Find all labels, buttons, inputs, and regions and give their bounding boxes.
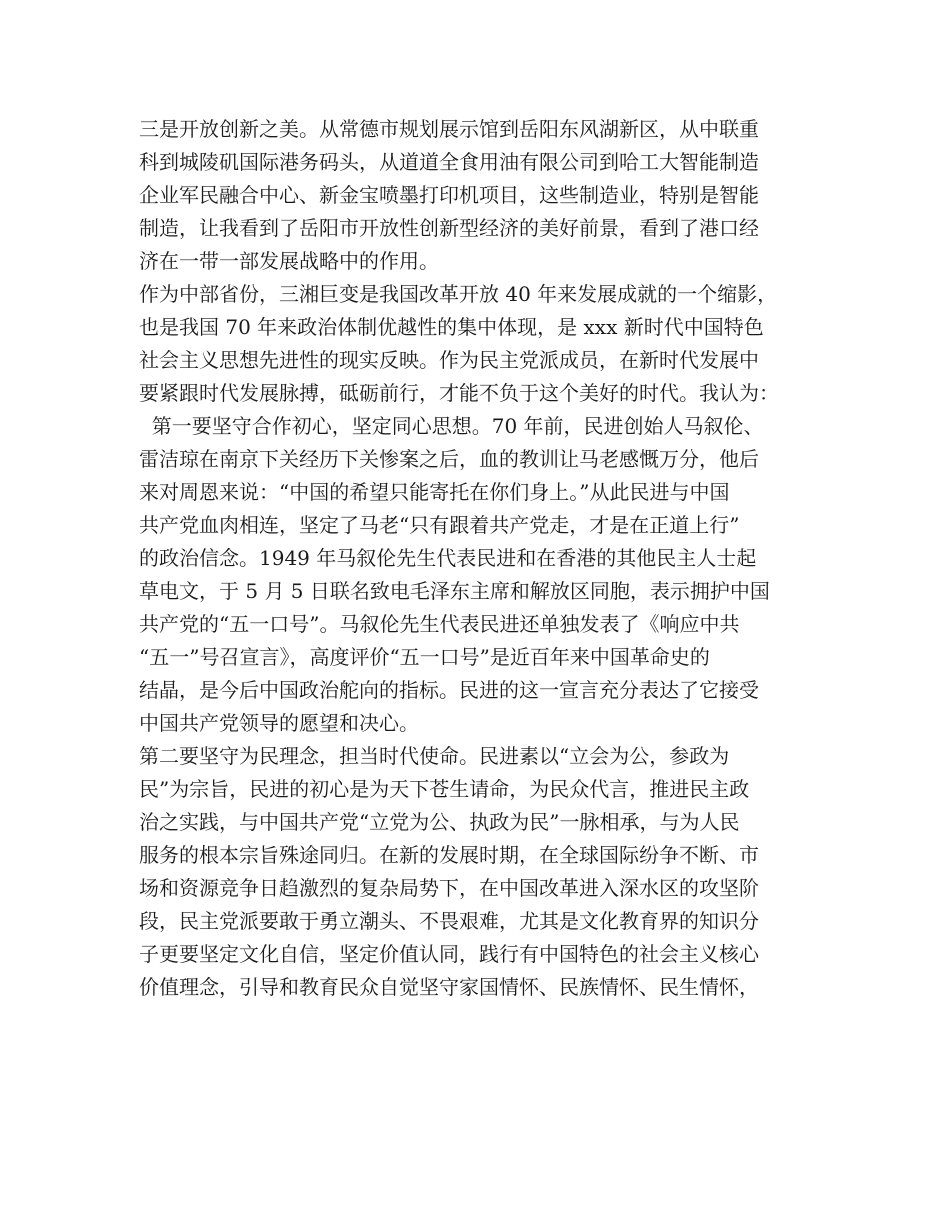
text-line: 段，民主党派要敢于勇立潮头、不畏艰难，尤其是文化教育界的知识分 — [139, 909, 759, 933]
text-line: 共产党的“五一口号”。马叙伦先生代表民进还单独发表了《响应中共 — [139, 612, 740, 636]
text-line: 社会主义思想先进性的现实反映。作为民主党派成员，在新时代发展中 — [139, 348, 759, 372]
text-line: 共产党血肉相连，坚定了马老“只有跟着共产党走，才是在正道上行” — [139, 513, 740, 537]
text-line: 的政治信念。1949 年马叙伦先生代表民进和在香港的其他民主人士起 — [139, 546, 757, 570]
text-line: 民”为宗旨，民进的初心是为天下苍生请命，为民众代言，推进民主政 — [139, 777, 750, 801]
text-line: 草电文，于 5 月 5 日联名致电毛泽东主席和解放区同胞，表示拥护中国 — [139, 579, 770, 603]
text-line: 第一要坚守合作初心，坚定同心思想。70 年前，民进创始人马叙伦、 — [139, 414, 764, 438]
text-line: 第二要坚守为民理念，担当时代使命。民进素以“立会为公，参政为 — [139, 744, 730, 768]
text-line: 科到城陵矶国际港务码头，从道道全食用油有限公司到哈工大智能制造 — [139, 150, 759, 174]
text-line: 济在一带一部发展战略中的作用。 — [139, 249, 439, 273]
text-line: 雷洁琼在南京下关经历下关惨案之后，血的教训让马老感慨万分，他后 — [139, 447, 759, 471]
text-line: 子更要坚定文化自信，坚定价值认同，践行有中国特色的社会主义核心 — [139, 942, 759, 966]
text-line: 中国共产党领导的愿望和决心。 — [139, 711, 419, 735]
document-body — [139, 113, 829, 1004]
text-line: 也是我国 70 年来政治体制优越性的集中体现，是 xxx 新时代中国特色 — [139, 315, 764, 339]
text-line: 场和资源竞争日趋激烈的复杂局势下，在中国改革进入深水区的攻坚阶 — [139, 876, 759, 900]
text-line: 要紧跟时代发展脉搏，砥砺前行，才能不负于这个美好的时代。我认为： — [139, 381, 779, 405]
text-line: 服务的根本宗旨殊途同归。在新的发展时期，在全球国际纷争不断、市 — [139, 843, 759, 867]
text-line: 价值理念，引导和教育民众自觉坚守家国情怀、民族情怀、民生情怀， — [139, 975, 759, 999]
text-line: 企业军民融合中心、新金宝喷墨打印机项目，这些制造业，特别是智能 — [139, 183, 759, 207]
text-line: 来对周恩来说：“中国的希望只能寄托在你们身上。”从此民进与中国 — [139, 480, 730, 504]
text-line: 制造，让我看到了岳阳市开放性创新型经济的美好前景，看到了港口经 — [139, 216, 759, 240]
text-line: 作为中部省份，三湘巨变是我国改革开放 40 年来发展成就的一个缩影， — [139, 282, 778, 306]
text-line: “五一”号召宣言》，高度评价“五一口号”是近百年来中国革命史的 — [139, 645, 710, 669]
text-line: 结晶，是今后中国政治舵向的指标。民进的这一宣言充分表达了它接受 — [139, 678, 759, 702]
text-line: 三是开放创新之美。从常德市规划展示馆到岳阳东风湖新区，从中联重 — [139, 117, 759, 141]
text-line: 治之实践，与中国共产党“立党为公、执政为民”一脉相承，与为人民 — [139, 810, 740, 834]
